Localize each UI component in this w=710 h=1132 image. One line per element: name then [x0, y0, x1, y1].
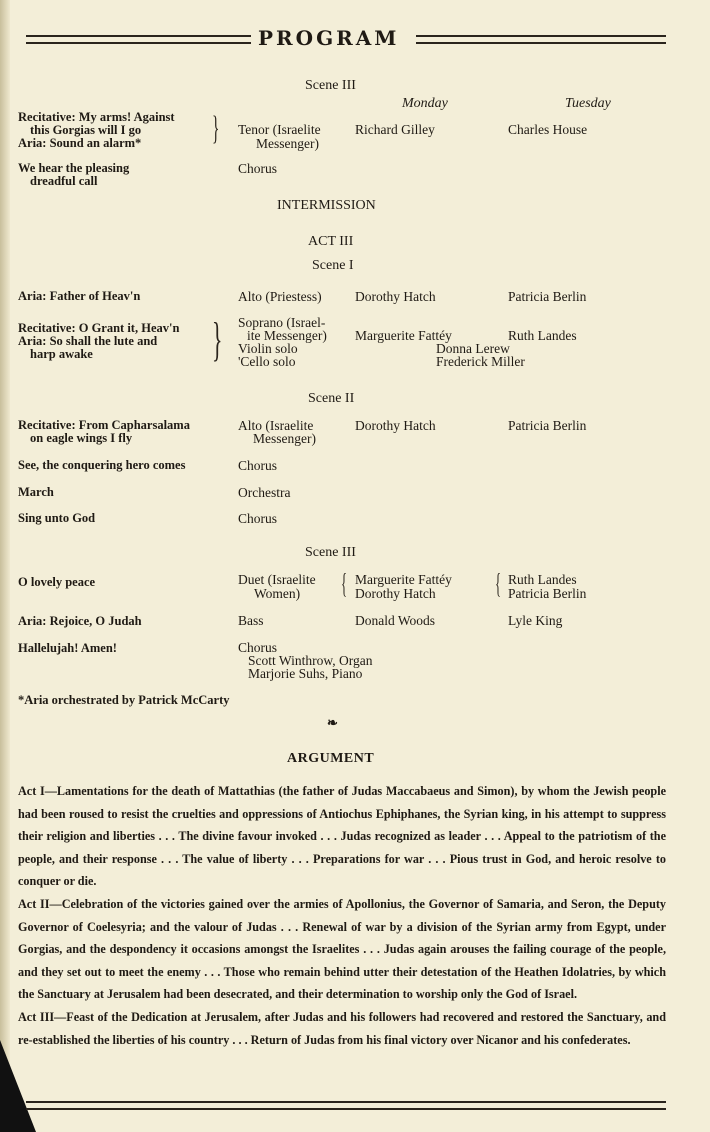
page-corner-shadow [0, 1040, 36, 1132]
program-item: See, the conquering hero comes [18, 458, 186, 472]
program-item: Recitative: From Capharsalama [18, 418, 190, 432]
brace: { [495, 569, 502, 600]
performer-monday: Marguerite Fattéy [355, 328, 452, 343]
program-item: Aria: Sound an alarm* [18, 136, 142, 150]
performer: Frederick Miller [436, 354, 525, 369]
role: Chorus [238, 640, 278, 655]
role: 'Cello solo [238, 354, 296, 369]
argument-act2: Act II—Celebration of the victories gained over the armies of Apollonius, the Governor of Samaria, and Seron, the Deputy Governor of Coelesyria; and the valour of Judas . . . Renewal of war by a division of the Syrian army from Egypt, under Gorgias, and the despondency it occasions amongst the Israelites . . . Judas again arouses the failing courage of the people, and they set out to meet the enemy . . . Those who remain behind utter their detestation of the Heathen Idolatries, by which the Sanctuary at Jerusalem had been desecrated, and their determination to worship only the God of Israel. [18, 896, 666, 1002]
argument-title: ARGUMENT [287, 751, 375, 766]
role: Orchestra [238, 485, 291, 500]
day-tuesday: Tuesday [565, 96, 611, 111]
role: Violin solo [238, 341, 298, 356]
page-title: PROGRAM [258, 26, 400, 50]
program-item: harp awake [30, 347, 93, 361]
program-item: Aria: Father of Heav'n [18, 289, 141, 303]
role: Chorus [238, 161, 278, 176]
scene-heading: Scene III [305, 78, 356, 93]
footer-rule [26, 1101, 666, 1110]
performer-monday: Richard Gilley [355, 122, 435, 137]
program-item: Recitative: My arms! Against [18, 110, 175, 124]
program-item: March [18, 485, 54, 499]
brace: { [341, 569, 348, 600]
program-item: Hallelujah! Amen! [18, 641, 117, 655]
performer: Marjorie Suhs, Piano [248, 666, 363, 681]
day-monday: Monday [402, 96, 448, 111]
role: Messenger) [253, 431, 316, 446]
binding-edge [0, 0, 10, 1132]
program-item: this Gorgias will I go [30, 123, 142, 137]
program-item: Aria: Rejoice, O Judah [18, 614, 142, 628]
footnote: *Aria orchestrated by Patrick McCarty [18, 693, 230, 707]
performer-tuesday: Ruth Landes [508, 572, 577, 587]
role: Messenger) [256, 136, 319, 151]
role: ite Messenger) [247, 328, 327, 343]
ornament: ❧ [327, 715, 338, 730]
role: Women) [254, 586, 301, 601]
role: Bass [238, 613, 264, 628]
intermission: INTERMISSION [277, 198, 376, 213]
argument-act3: Act III—Feast of the Dedication at Jerusalem, after Judas and his followers had recovered and restored the Sanctuary, and re-established the liberties of his country . . . Return of Judas from his final victory over Nicanor and his confederates. [18, 1009, 666, 1047]
performer-tuesday: Patricia Berlin [508, 586, 587, 601]
performer: Donna Lerew [436, 341, 510, 356]
program-item: on eagle wings I fly [30, 431, 133, 445]
argument-body [18, 780, 666, 1051]
performer-tuesday: Ruth Landes [508, 328, 577, 343]
performer: Scott Winthrow, Organ [248, 653, 373, 668]
program-item: O lovely peace [18, 575, 96, 589]
argument-act1: Act I—Lamentations for the death of Mattathias (the father of Judas Maccabaeus and Simon), by whom the Jewish people had been roused to resist the cruelties and oppressions of Antiochus Ephiphanes, the Syrian king, in his attempt to suppress their religion and liberties . . . The divine favour invoked . . . Judas recognized as leader . . . Appeal to the patriotism of the people, and their response . . . The value of liberty . . . Preparations for war . . . Pious trust in God, and heroic resolve to conquer or die. [18, 784, 666, 889]
program-item: We hear the pleasing [18, 161, 130, 175]
scene-heading: Scene III [305, 545, 356, 560]
performer-monday: Dorothy Hatch [355, 418, 436, 433]
program-item: Recitative: O Grant it, Heav'n [18, 321, 180, 335]
performer-monday: Marguerite Fattéy [355, 572, 452, 587]
role: Alto (Israelite [238, 418, 314, 433]
performer-monday: Dorothy Hatch [355, 586, 436, 601]
performer-tuesday: Lyle King [508, 613, 563, 628]
scene-heading: Scene II [308, 391, 355, 406]
role: Alto (Priestess) [238, 289, 322, 304]
role: Duet (Israelite [238, 572, 316, 587]
header-rule-right [416, 35, 666, 44]
brace: } [212, 110, 220, 147]
scene-heading: Scene I [312, 258, 354, 273]
performer-tuesday: Charles House [508, 122, 588, 137]
role: Chorus [238, 511, 278, 526]
program-item: Aria: So shall the lute and [18, 334, 158, 348]
role: Chorus [238, 458, 278, 473]
program-item: Sing unto God [18, 511, 96, 525]
header-rule-left [26, 35, 251, 44]
performer-monday: Donald Woods [355, 613, 436, 628]
performer-tuesday: Patricia Berlin [508, 289, 587, 304]
performer-tuesday: Patricia Berlin [508, 418, 587, 433]
program-item: dreadful call [30, 174, 98, 188]
role: Tenor (Israelite [238, 122, 321, 137]
performer-monday: Dorothy Hatch [355, 289, 436, 304]
role: Soprano (Israel- [238, 315, 326, 330]
brace: } [212, 313, 223, 366]
act-heading: ACT III [308, 234, 354, 249]
